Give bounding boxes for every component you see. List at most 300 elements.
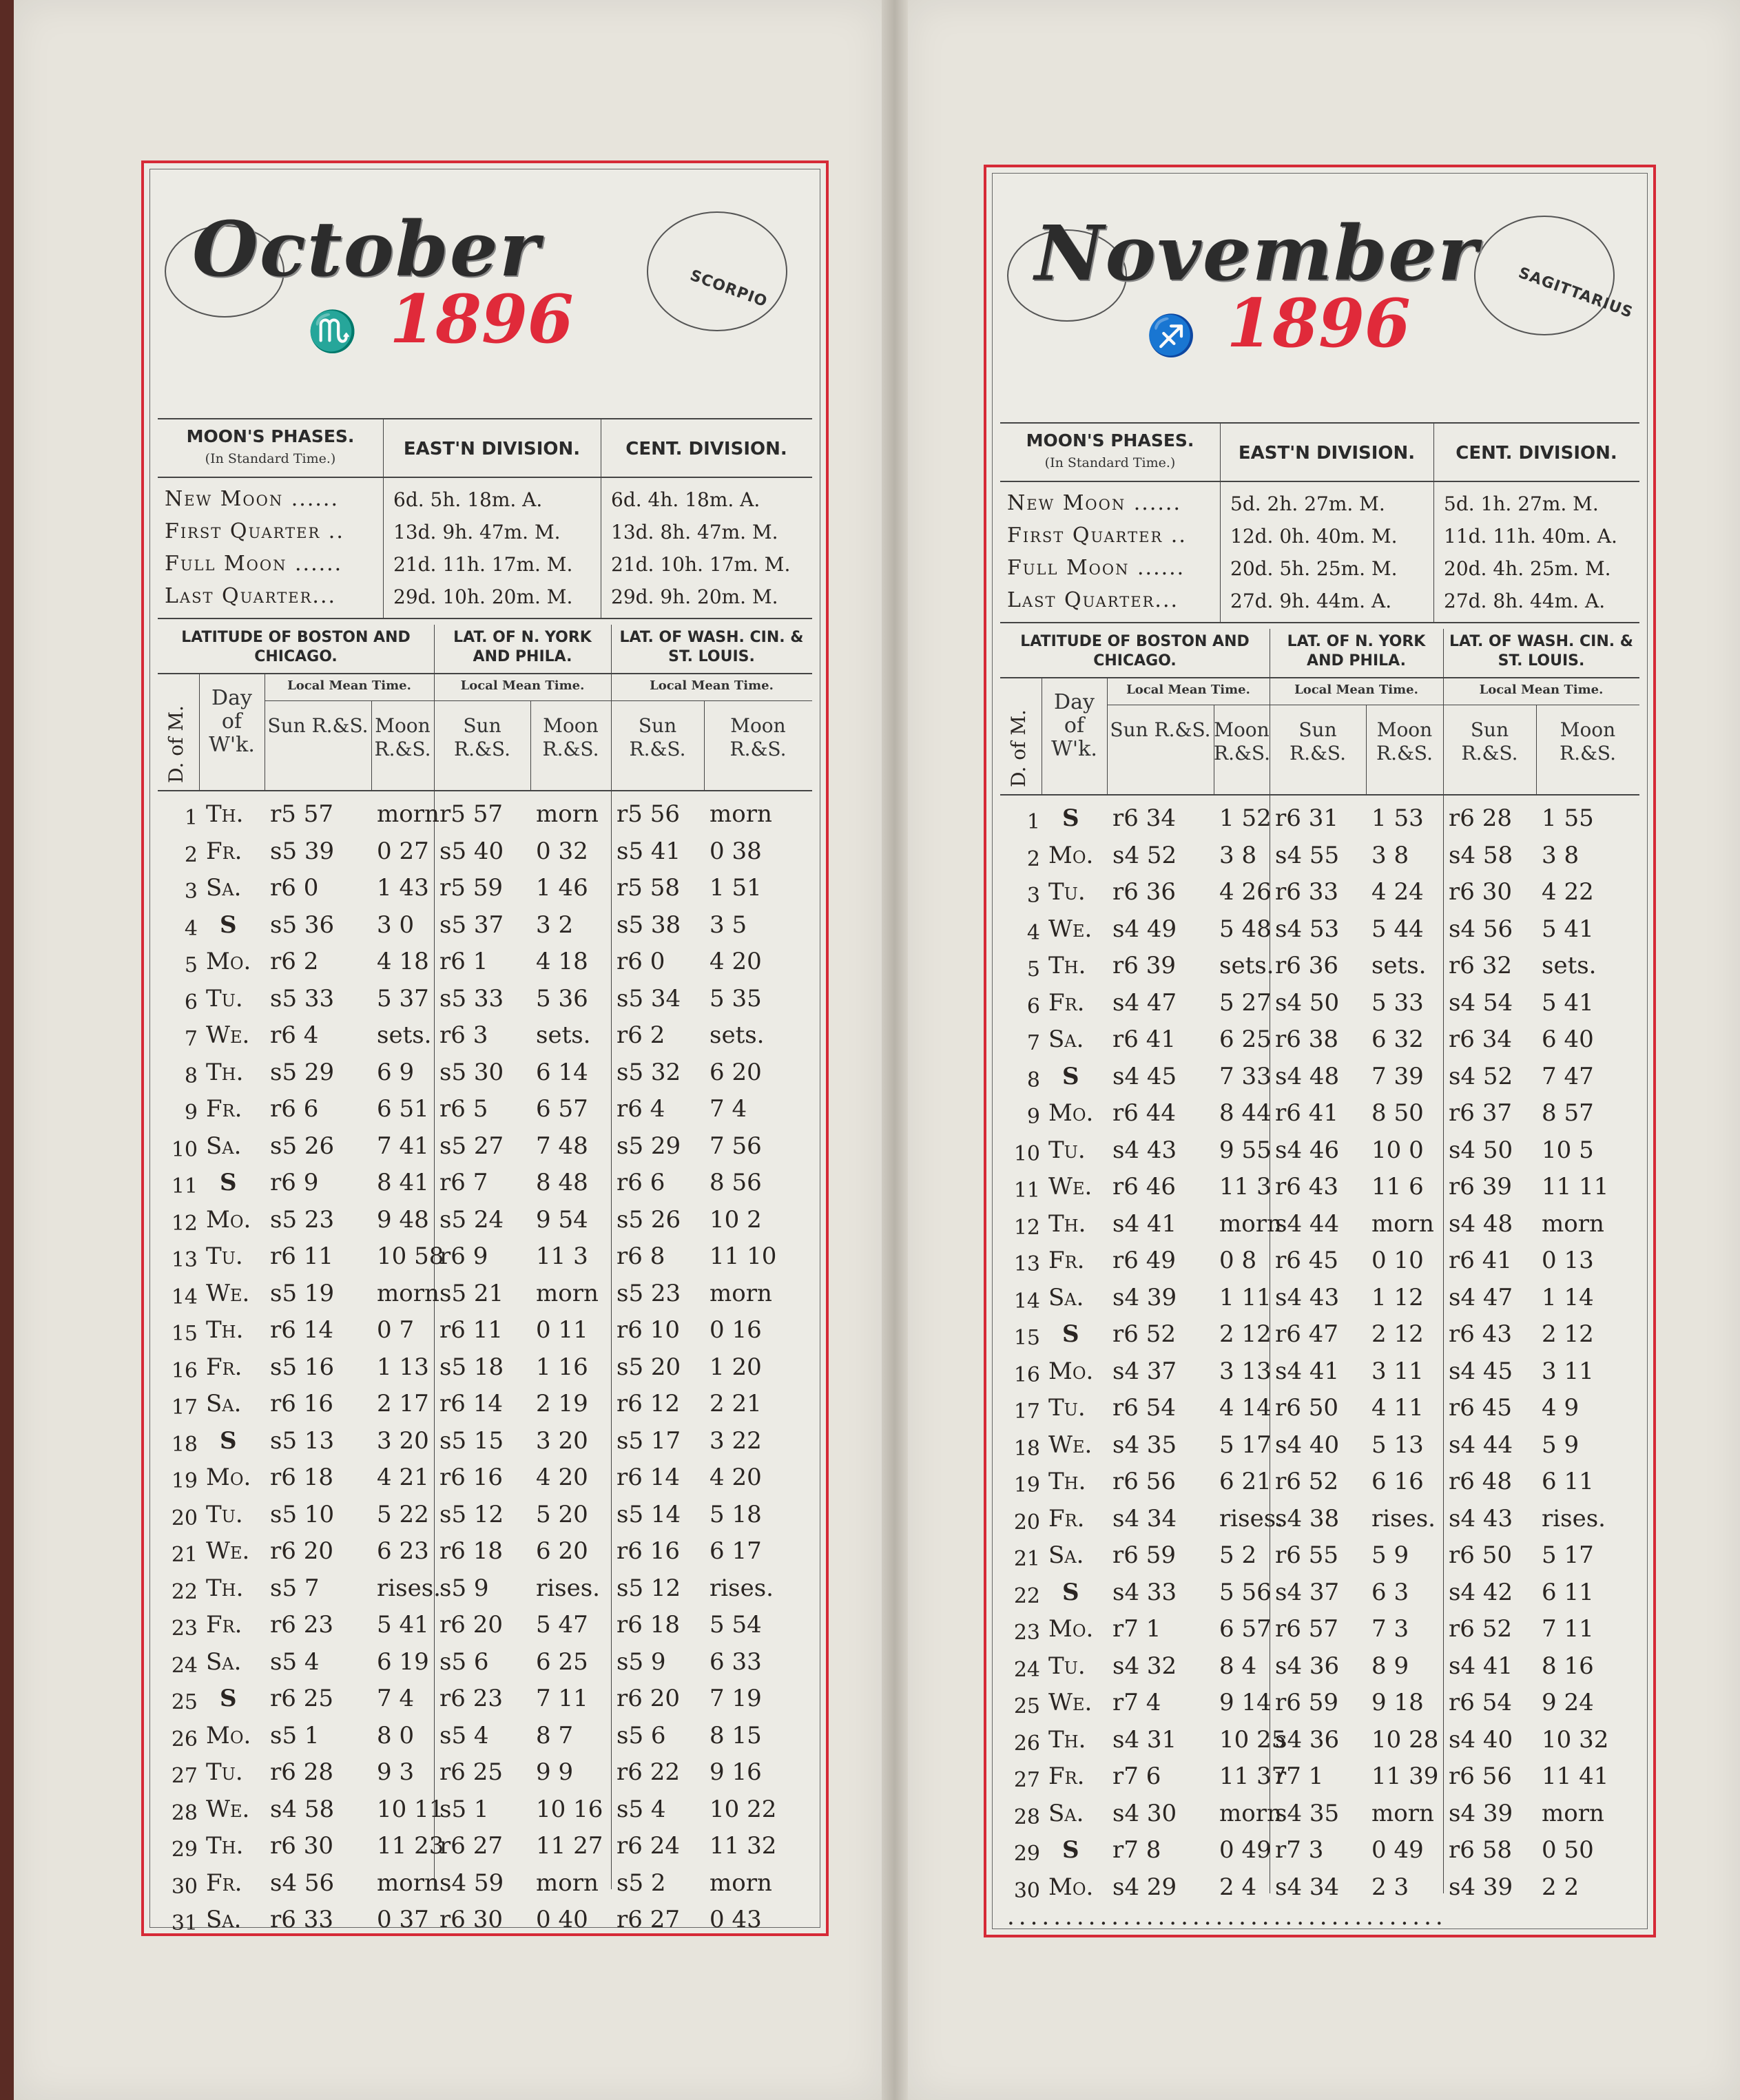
moon-rise-set-time: 4 14 xyxy=(1219,1394,1272,1422)
row-weekday: Th. xyxy=(1048,952,1086,979)
row-weekday: Fr. xyxy=(1048,988,1085,1017)
sun-rise-set-time: r6 55 xyxy=(1275,1541,1338,1569)
sun-rise-set-time: r6 16 xyxy=(270,1390,333,1417)
moon-rise-set-time: 10 22 xyxy=(710,1795,777,1823)
moon-rise-set-time: morn xyxy=(1542,1209,1604,1238)
sun-rise-set-time: s5 29 xyxy=(617,1132,681,1160)
row-day-number: 17 xyxy=(171,1395,198,1420)
row-weekday: Fr. xyxy=(206,1095,242,1123)
moon-rise-set-time: 5 47 xyxy=(536,1611,588,1639)
phase-cent-time: 13d. 8h. 47m. M. xyxy=(611,521,778,543)
moon-rise-set-time: sets. xyxy=(377,1021,432,1049)
sun-rise-set-time: r6 18 xyxy=(617,1611,680,1639)
moon-rise-set-time: 11 3 xyxy=(1219,1173,1272,1200)
sun-rise-set-time: s4 43 xyxy=(1112,1136,1177,1164)
row-weekday: Tu. xyxy=(206,1500,243,1528)
moon-rise-set-time: 1 16 xyxy=(536,1353,588,1381)
book-gutter xyxy=(882,0,908,2100)
sun-rise-set-time: r7 1 xyxy=(1275,1763,1324,1790)
moon-rise-set-time: 7 47 xyxy=(1542,1062,1594,1090)
sun-rise-set-time: s4 59 xyxy=(439,1869,504,1897)
moon-rise-set-time: 0 49 xyxy=(1219,1836,1272,1864)
moon-rise-set-time: 8 50 xyxy=(1371,1099,1424,1127)
sun-rs-label: Sun R.&S. xyxy=(1110,718,1211,741)
sun-rise-set-time: r6 34 xyxy=(1449,1026,1512,1053)
sun-rise-set-time: s4 47 xyxy=(1449,1283,1513,1311)
row-day-number: 20 xyxy=(1013,1510,1040,1535)
year-label: 1896 xyxy=(389,280,574,358)
sun-rise-set-time: r6 54 xyxy=(1449,1689,1512,1716)
sunday-glyph: S xyxy=(1062,1578,1079,1606)
moon-rise-set-time: 10 0 xyxy=(1371,1136,1424,1164)
sun-rise-set-time: s5 39 xyxy=(270,837,335,865)
cent-division-header: CENT. DIVISION. xyxy=(1456,443,1617,464)
row-day-number: 8 xyxy=(184,1063,198,1088)
moon-rise-set-time: 5 41 xyxy=(1542,988,1594,1017)
row-weekday: Sa. xyxy=(1048,1799,1084,1827)
moon-rise-set-time: rises. xyxy=(1542,1504,1606,1532)
row-day-number: 9 xyxy=(1026,1105,1040,1129)
row-weekday: Mo. xyxy=(1048,1357,1094,1385)
sun-rise-set-time: r6 2 xyxy=(270,948,319,975)
latitude-header: LAT. OF WASH. CIN. & ST. LOUIS. xyxy=(619,629,804,665)
sun-rise-set-time: s5 2 xyxy=(617,1869,666,1897)
row-weekday: Th. xyxy=(1048,1725,1086,1754)
moon-rise-set-time: 9 3 xyxy=(377,1758,415,1786)
sun-rise-set-time: s5 37 xyxy=(439,911,504,939)
moon-rise-set-time: morn xyxy=(377,1279,439,1307)
moon-rise-set-time: 4 18 xyxy=(377,948,429,975)
moon-rise-set-time: 1 52 xyxy=(1219,804,1272,832)
sun-rise-set-time: r6 16 xyxy=(617,1537,680,1565)
row-day-number: 25 xyxy=(171,1690,198,1714)
moon-rise-set-time: 11 32 xyxy=(710,1832,777,1860)
sun-rise-set-time: s5 33 xyxy=(270,984,335,1012)
moon-rs-label: Moon R.&S. xyxy=(729,714,787,760)
moon-rise-set-time: 5 18 xyxy=(710,1500,762,1528)
moon-rise-set-time: 9 9 xyxy=(536,1758,574,1786)
moon-rise-set-time: 3 0 xyxy=(377,911,415,939)
row-day-number: 23 xyxy=(1013,1621,1040,1645)
row-weekday: Sa. xyxy=(206,1647,242,1676)
moon-rise-set-time: 11 37 xyxy=(1219,1763,1287,1790)
moon-rise-set-time: 11 27 xyxy=(536,1832,603,1860)
sun-rise-set-time: r6 28 xyxy=(270,1758,333,1786)
moon-rise-set-time: 6 3 xyxy=(1371,1578,1409,1606)
sun-rise-set-time: s4 47 xyxy=(1112,988,1177,1017)
moon-rise-set-time: 2 2 xyxy=(1542,1873,1580,1901)
sun-rise-set-time: r6 41 xyxy=(1449,1247,1512,1274)
moon-rise-set-time: 0 8 xyxy=(1219,1247,1257,1274)
moon-rise-set-time: 11 6 xyxy=(1371,1173,1424,1200)
row-weekday: Tu. xyxy=(206,1758,243,1786)
row-day-number: 27 xyxy=(171,1764,198,1788)
sun-rs-label: Sun R.&S. xyxy=(1461,718,1518,765)
latitude-header: LAT. OF N. YORK AND PHILA. xyxy=(453,629,592,665)
row-day-number: 16 xyxy=(1013,1362,1040,1387)
sun-rise-set-time: r6 24 xyxy=(617,1832,680,1860)
moon-rise-set-time: 9 54 xyxy=(536,1205,588,1234)
latitude-header: LATITUDE OF BOSTON AND CHICAGO. xyxy=(1020,633,1250,669)
moon-rise-set-time: 6 19 xyxy=(377,1647,429,1676)
phase-east-time: 20d. 5h. 25m. M. xyxy=(1230,557,1398,580)
row-day-number: 1 xyxy=(1026,810,1040,834)
sun-rise-set-time: r6 11 xyxy=(270,1243,333,1270)
row-day-number: 11 xyxy=(1013,1178,1040,1203)
moon-rise-set-time: 3 8 xyxy=(1371,841,1409,869)
moon-rise-set-time: sets. xyxy=(1542,952,1597,979)
moon-rise-set-time: 3 22 xyxy=(710,1426,762,1455)
sun-rise-set-time: s5 6 xyxy=(439,1647,489,1676)
moon-rise-set-time: 5 44 xyxy=(1371,915,1424,943)
phase-cent-time: 11d. 11h. 40m. A. xyxy=(1444,525,1617,548)
moon-rise-set-time: 8 15 xyxy=(710,1721,762,1749)
sun-rs-label: Sun R.&S. xyxy=(454,714,510,760)
sun-rise-set-time: r6 33 xyxy=(270,1906,333,1933)
row-weekday: Tu. xyxy=(206,984,243,1012)
moon-rise-set-time: 11 11 xyxy=(1542,1173,1609,1200)
sun-rise-set-time: r6 25 xyxy=(270,1685,333,1712)
moon-rise-set-time: morn xyxy=(710,1279,772,1307)
sun-rise-set-time: s5 15 xyxy=(439,1426,504,1455)
moon-rise-set-time: 4 20 xyxy=(710,1464,762,1491)
row-day-number: 29 xyxy=(171,1838,198,1862)
moon-rs-label: Moon R.&S. xyxy=(1560,718,1616,765)
moon-rise-set-time: 10 16 xyxy=(536,1795,603,1823)
row-day-number: 7 xyxy=(1026,1031,1040,1055)
moon-rise-set-time: 11 23 xyxy=(377,1832,444,1860)
moon-rise-set-time: 5 20 xyxy=(536,1500,588,1528)
moon-rise-set-time: 5 17 xyxy=(1219,1431,1272,1459)
day-of-month-label: D. of M. xyxy=(1007,709,1030,787)
moon-rise-set-time: 5 9 xyxy=(1542,1431,1580,1459)
sun-rise-set-time: s4 50 xyxy=(1449,1136,1513,1164)
sun-rise-set-time: r6 6 xyxy=(270,1095,319,1123)
table-divider-b xyxy=(611,625,612,1889)
row-weekday: Mo. xyxy=(1048,1873,1094,1901)
row-weekday: Sa. xyxy=(206,1132,242,1160)
moon-rise-set-time: 7 56 xyxy=(710,1132,762,1160)
row-day-number: 20 xyxy=(171,1506,198,1530)
moon-rise-set-time: 1 51 xyxy=(710,874,762,902)
sun-rise-set-time: s4 53 xyxy=(1275,915,1340,943)
phase-name: New Moon ...... xyxy=(165,487,339,511)
moon-rise-set-time: rises. xyxy=(1219,1504,1283,1532)
row-day-number: 2 xyxy=(184,842,198,867)
sun-rise-set-time: r5 58 xyxy=(617,874,680,902)
moon-rise-set-time: 11 3 xyxy=(536,1243,588,1270)
row-day-number: 14 xyxy=(171,1285,198,1309)
sun-rise-set-time: r6 14 xyxy=(270,1316,333,1344)
moon-rise-set-time: 4 26 xyxy=(1219,878,1272,906)
moon-rise-set-time: 8 16 xyxy=(1542,1652,1594,1680)
moon-rise-set-time: 7 41 xyxy=(377,1132,429,1160)
phase-name: Last Quarter... xyxy=(165,584,337,608)
sun-rise-set-time: r6 59 xyxy=(1275,1689,1338,1716)
row-weekday: Mo. xyxy=(1048,841,1094,869)
sun-rise-set-time: r6 48 xyxy=(1449,1468,1512,1495)
moon-rise-set-time: morn xyxy=(710,800,772,828)
sun-rise-set-time: s4 52 xyxy=(1112,841,1177,869)
table-divider-b xyxy=(1443,629,1444,1893)
row-day-number: 26 xyxy=(1013,1731,1040,1756)
sun-rise-set-time: r6 30 xyxy=(1449,878,1512,906)
sun-rise-set-time: s4 48 xyxy=(1449,1209,1513,1238)
sun-rise-set-time: s4 56 xyxy=(270,1869,335,1897)
sun-rise-set-time: r6 39 xyxy=(1112,952,1176,979)
sun-rise-set-time: s5 27 xyxy=(439,1132,504,1160)
day-of-month-label: D. of M. xyxy=(165,705,187,783)
moon-rise-set-time: 10 11 xyxy=(377,1795,444,1823)
phase-cent-time: 27d. 8h. 44m. A. xyxy=(1444,590,1606,612)
moon-rise-set-time: 7 48 xyxy=(536,1132,588,1160)
moon-rise-set-time: 11 41 xyxy=(1542,1763,1609,1790)
sun-rise-set-time: s4 40 xyxy=(1275,1431,1340,1459)
moon-rise-set-time: 1 46 xyxy=(536,874,588,902)
moon-rise-set-time: 2 12 xyxy=(1371,1320,1424,1348)
phase-east-time: 6d. 5h. 18m. A. xyxy=(393,488,543,511)
row-weekday: Tu. xyxy=(1048,878,1086,906)
moon-rise-set-time: 6 57 xyxy=(536,1095,588,1123)
row-day-number: 4 xyxy=(184,916,198,941)
moon-rise-set-time: sets. xyxy=(1371,952,1427,979)
moon-rise-set-time: 5 56 xyxy=(1219,1578,1272,1606)
row-day-number: 29 xyxy=(1013,1842,1040,1866)
sun-rise-set-time: r6 49 xyxy=(1112,1247,1176,1274)
zodiac-sign-icon: ♐ xyxy=(1146,312,1197,359)
moon-rise-set-time: 3 5 xyxy=(710,911,747,939)
sun-rise-set-time: r6 23 xyxy=(439,1685,503,1712)
row-weekday: Sa. xyxy=(206,1906,242,1933)
sun-rise-set-time: s5 34 xyxy=(617,984,681,1012)
moon-rise-set-time: 2 19 xyxy=(536,1390,588,1417)
phases-header-rule xyxy=(158,477,812,478)
sun-rise-set-time: s4 44 xyxy=(1275,1209,1340,1238)
row-day-number: 15 xyxy=(171,1322,198,1346)
moon-rise-set-time: sets. xyxy=(536,1021,591,1049)
row-day-number: 9 xyxy=(184,1101,198,1125)
sun-rise-set-time: r6 2 xyxy=(617,1021,665,1049)
moon-rise-set-time: 5 41 xyxy=(377,1611,429,1639)
ornament-scroll-right xyxy=(647,211,787,331)
row-weekday: We. xyxy=(1048,1431,1092,1459)
row-day-number: 3 xyxy=(184,880,198,904)
phase-east-time: 27d. 9h. 44m. A. xyxy=(1230,590,1392,612)
phases-subtitle: (In Standard Time.) xyxy=(1044,455,1176,470)
sun-rise-set-time: s4 36 xyxy=(1275,1725,1340,1754)
moon-rise-set-time: 0 38 xyxy=(710,837,762,865)
sun-rise-set-time: r7 6 xyxy=(1112,1763,1161,1790)
row-day-number: 24 xyxy=(1013,1657,1040,1682)
zodiac-sign-name: SCORPIO xyxy=(687,267,770,311)
sun-rise-set-time: r6 37 xyxy=(1449,1099,1512,1127)
moon-rise-set-time: 7 39 xyxy=(1371,1062,1424,1090)
sun-rise-set-time: s4 39 xyxy=(1112,1283,1177,1311)
moon-rise-set-time: 5 37 xyxy=(377,984,429,1012)
phases-bottom-rule xyxy=(158,618,812,619)
row-weekday: Mo. xyxy=(206,948,251,975)
sun-rise-set-time: r6 30 xyxy=(270,1832,333,1860)
row-weekday: Th. xyxy=(1048,1468,1086,1495)
sun-rise-set-time: s4 39 xyxy=(1449,1799,1513,1827)
sun-rise-set-time: s4 48 xyxy=(1275,1062,1340,1090)
sun-rise-set-time: r6 50 xyxy=(1449,1541,1512,1569)
local-mean-time-label: Local Mean Time. xyxy=(1479,683,1604,697)
moon-rise-set-time: morn xyxy=(1219,1799,1282,1827)
sun-rise-set-time: r6 52 xyxy=(1275,1468,1338,1495)
sun-rise-set-time: s4 30 xyxy=(1112,1799,1177,1827)
sun-rise-set-time: r6 47 xyxy=(1275,1320,1338,1348)
moon-rs-label: Moon R.&S. xyxy=(374,714,431,760)
sun-rise-set-time: s5 4 xyxy=(270,1647,320,1676)
sun-rise-set-time: s5 1 xyxy=(270,1721,320,1749)
sun-rise-set-time: r6 30 xyxy=(439,1906,503,1933)
sun-rise-set-time: s4 49 xyxy=(1112,915,1177,943)
moon-rise-set-time: morn xyxy=(1219,1209,1282,1238)
sun-rise-set-time: r6 0 xyxy=(617,948,665,975)
sun-rise-set-time: s4 45 xyxy=(1449,1357,1513,1385)
row-day-number: 23 xyxy=(171,1616,198,1641)
moon-rise-set-time: 3 20 xyxy=(536,1426,588,1455)
lat-header-rule xyxy=(158,673,812,674)
sun-rise-set-time: r6 41 xyxy=(1112,1026,1176,1053)
row-day-number: 6 xyxy=(1026,994,1040,1019)
row-weekday: Fr. xyxy=(1048,1504,1085,1532)
sun-rise-set-time: r6 32 xyxy=(1449,952,1512,979)
sun-rise-set-time: r6 20 xyxy=(617,1685,680,1712)
row-weekday: Sa. xyxy=(1048,1026,1084,1053)
phase-east-time: 13d. 9h. 47m. M. xyxy=(393,521,561,543)
row-weekday: We. xyxy=(206,1021,250,1049)
sun-rise-set-time: r7 3 xyxy=(1275,1836,1324,1864)
october-calendar-frame xyxy=(141,160,829,1936)
sun-rise-set-time: s4 29 xyxy=(1112,1873,1177,1901)
sun-rise-set-time: r6 4 xyxy=(270,1021,319,1049)
sun-rise-set-time: s4 31 xyxy=(1112,1725,1177,1754)
moon-rs-label: Moon R.&S. xyxy=(1214,718,1270,765)
moon-rise-set-time: 1 43 xyxy=(377,874,429,902)
sun-rise-set-time: r6 12 xyxy=(617,1390,680,1417)
phases-title: MOON'S PHASES. xyxy=(1026,430,1194,450)
sun-rise-set-time: r6 1 xyxy=(439,948,488,975)
sun-rise-set-time: r6 36 xyxy=(1112,878,1176,906)
lmt-rule xyxy=(611,700,812,701)
cent-division-header: CENT. DIVISION. xyxy=(625,439,787,459)
sun-rise-set-time: r6 27 xyxy=(617,1906,680,1933)
row-day-number: 28 xyxy=(171,1800,198,1825)
row-weekday: Th. xyxy=(1048,1209,1086,1238)
sun-rise-set-time: s4 41 xyxy=(1449,1652,1513,1680)
row-weekday: Mo. xyxy=(206,1205,251,1234)
moon-rise-set-time: 10 58 xyxy=(377,1243,444,1270)
moon-rise-set-time: 5 2 xyxy=(1219,1541,1257,1569)
moon-rise-set-time: 7 4 xyxy=(710,1095,747,1123)
sun-rise-set-time: r6 6 xyxy=(617,1169,665,1196)
sun-rise-set-time: r6 9 xyxy=(270,1169,319,1196)
row-weekday: Th. xyxy=(206,1058,244,1086)
moon-rise-set-time: 6 33 xyxy=(710,1647,762,1676)
moon-rise-set-time: rises. xyxy=(1371,1504,1436,1532)
row-day-number: 12 xyxy=(171,1211,198,1236)
row-weekday: Tu. xyxy=(1048,1394,1086,1422)
local-mean-time-label: Local Mean Time. xyxy=(1294,683,1418,697)
sun-rise-set-time: s5 33 xyxy=(439,984,504,1012)
moon-rise-set-time: 5 35 xyxy=(710,984,762,1012)
moon-rise-set-time: 11 10 xyxy=(710,1243,777,1270)
sun-rise-set-time: r6 54 xyxy=(1112,1394,1176,1422)
moon-rise-set-time: 9 55 xyxy=(1219,1136,1272,1164)
moon-rise-set-time: sets. xyxy=(1219,952,1274,979)
sun-rise-set-time: s5 19 xyxy=(270,1279,335,1307)
column-header-rule xyxy=(158,790,812,791)
sun-rise-set-time: s5 36 xyxy=(270,911,335,939)
row-day-number: 15 xyxy=(1013,1326,1040,1350)
row-day-number: 30 xyxy=(1013,1878,1040,1903)
moon-rise-set-time: 8 56 xyxy=(710,1169,762,1196)
sun-rise-set-time: r6 4 xyxy=(617,1095,665,1123)
moon-rise-set-time: 8 44 xyxy=(1219,1099,1272,1127)
row-weekday: We. xyxy=(1048,1689,1092,1716)
phase-name: First Quarter .. xyxy=(1007,523,1187,548)
moon-rise-set-time: 5 27 xyxy=(1219,988,1272,1017)
sun-rise-set-time: s5 9 xyxy=(617,1647,666,1676)
sunday-glyph: S xyxy=(220,1169,237,1196)
moon-rise-set-time: 0 43 xyxy=(710,1906,762,1933)
moon-rise-set-time: 7 11 xyxy=(1542,1615,1594,1643)
row-weekday: Tu. xyxy=(1048,1652,1086,1680)
moon-rise-set-time: sets. xyxy=(710,1021,765,1049)
phase-cent-time: 6d. 4h. 18m. A. xyxy=(611,488,760,511)
moon-rise-set-time: 0 50 xyxy=(1542,1836,1594,1864)
sun-rise-set-time: s5 12 xyxy=(617,1574,681,1602)
sun-rise-set-time: r6 36 xyxy=(1275,952,1338,979)
phase-cent-time: 29d. 9h. 20m. M. xyxy=(611,585,778,608)
sun-rise-set-time: s4 32 xyxy=(1112,1652,1177,1680)
phases-bottom-rule xyxy=(1000,622,1639,623)
sun-rise-set-time: s4 41 xyxy=(1112,1209,1177,1238)
row-weekday: We. xyxy=(206,1279,250,1307)
row-day-number: 10 xyxy=(171,1137,198,1162)
row-day-number: 16 xyxy=(171,1358,198,1383)
sun-rise-set-time: s5 24 xyxy=(439,1205,504,1234)
moon-rise-set-time: 8 57 xyxy=(1542,1099,1594,1127)
sun-rise-set-time: s4 34 xyxy=(1275,1873,1340,1901)
moon-rise-set-time: rises. xyxy=(710,1574,774,1602)
moon-rise-set-time: 6 16 xyxy=(1371,1468,1424,1495)
sun-rise-set-time: r6 7 xyxy=(439,1169,488,1196)
sun-rise-set-time: r6 39 xyxy=(1449,1173,1512,1200)
row-weekday: We. xyxy=(206,1537,250,1565)
sun-rise-set-time: s5 40 xyxy=(439,837,504,865)
phase-east-time: 21d. 11h. 17m. M. xyxy=(393,553,573,576)
sun-rise-set-time: s5 21 xyxy=(439,1279,504,1307)
sun-rise-set-time: s4 37 xyxy=(1112,1357,1177,1385)
moon-rise-set-time: 9 18 xyxy=(1371,1689,1424,1716)
sun-rise-set-time: s5 30 xyxy=(439,1058,504,1086)
sun-rs-label: Sun R.&S. xyxy=(629,714,686,760)
row-weekday: Th. xyxy=(206,800,244,828)
moon-rise-set-time: 6 57 xyxy=(1219,1615,1272,1643)
sunday-glyph: S xyxy=(220,911,237,939)
row-day-number: 28 xyxy=(1013,1805,1040,1829)
sun-rise-set-time: s5 18 xyxy=(439,1353,504,1381)
moon-rise-set-time: 0 49 xyxy=(1371,1836,1424,1864)
sun-rise-set-time: s5 13 xyxy=(270,1426,335,1455)
row-weekday: Sa. xyxy=(206,874,242,902)
moon-rise-set-time: morn xyxy=(710,1869,772,1897)
sun-rise-set-time: s5 41 xyxy=(617,837,681,865)
moon-rise-set-time: 6 14 xyxy=(536,1058,588,1086)
